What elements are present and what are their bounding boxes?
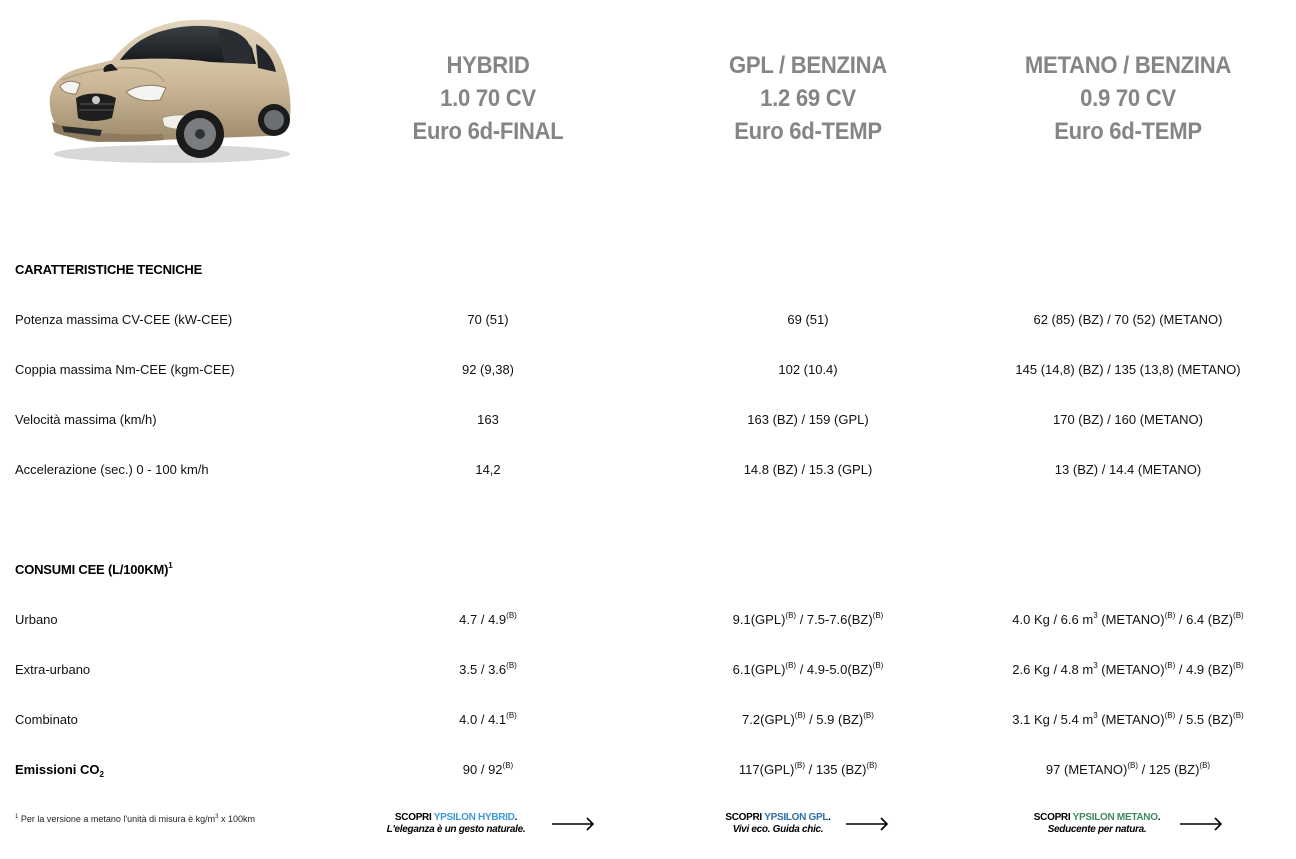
arrow-right-icon [846, 816, 890, 832]
spec-row-urbano [0, 612, 1296, 632]
spec-value-metano: 4.0 Kg / 6.6 $m^3$ (METANO)$^{(B)}$ / 6.4 (BZ)$^{(B)}$ [1012, 611, 1244, 627]
spec-value-hybrid: 70 (51) [467, 312, 509, 327]
cta-tagline: L'eleganza è un gesto naturale. [386, 824, 526, 835]
spec-value-gpl: 117(GPL)$^{(B)}$ / 135 (BZ)$^{(B)}$ [738, 761, 878, 777]
spec-value-gpl: 7.2(GPL)$^{(B)}$ / 5.9 (BZ)$^{(B)}$ [742, 711, 874, 727]
spec-row-coppia [0, 362, 1296, 382]
arrow-right-icon [1180, 816, 1224, 832]
spec-value-metano: 62 (85) (BZ) / 70 (52) (METANO) [1033, 312, 1223, 327]
cta-tagline: Seducente per natura. [1047, 824, 1147, 835]
spec-label: Extra-urbano [15, 662, 91, 677]
model-engine: 0.9 70 CV [1080, 85, 1176, 112]
spec-value-metano: 170 (BZ) / 160 (METANO) [1052, 412, 1203, 427]
model-header-gpl [661, 49, 955, 148]
car-image [42, 14, 294, 166]
footnote-marker: 1 [168, 561, 173, 570]
spec-label: Accelerazione (sec.) 0 - 100 km/h [15, 462, 209, 477]
model-engine: 1.0 70 CV [440, 85, 536, 112]
cta-brand: YPSILON GPL [764, 812, 829, 823]
spec-value-metano: 13 (BZ) / 14.4 (METANO) [1054, 462, 1202, 477]
arrow-right-icon [552, 816, 596, 832]
spec-row-combinato [0, 712, 1296, 732]
model-header-metano [981, 49, 1275, 148]
spec-row-velocita [0, 412, 1296, 432]
cta-text: SCOPRI YPSILON METANO. Seducente per natura. [1030, 812, 1164, 836]
cta-brand: YPSILON METANO [1072, 812, 1158, 823]
spec-value-hybrid: $4.7 / 4.9^{(B)}$ [459, 611, 517, 627]
spec-value-metano: 2.6 Kg / 4.8 $m^3$ (METANO)$^{(B)}$ / 4.9 (BZ)$^{(B)}$ [1012, 661, 1244, 677]
spec-value-hybrid: $4.0 / 4.1^{(B)}$ [459, 711, 517, 727]
spec-value-hybrid: 14,2 [475, 462, 501, 477]
model-euro: Euro 6d-TEMP [734, 118, 882, 145]
discover-ypsilon-gpl-link[interactable] [722, 812, 898, 840]
spec-value-hybrid: 92 (9,38) [461, 362, 515, 377]
spec-label: Emissioni $CO_2$ [15, 762, 104, 779]
section-title-text: CONSUMI CEE (L/100KM) [15, 562, 169, 577]
spec-value-gpl: 9.1(GPL)$^{(B)}$ / 7.5-7.6(BZ)$^{(B)}$ [732, 611, 884, 627]
model-fuel: METANO / BENZINA [1024, 52, 1232, 79]
spec-label: Velocità massima (km/h) [15, 412, 157, 427]
model-euro: Euro 6d-TEMP [1054, 118, 1202, 145]
spec-row-emissioni [0, 762, 1296, 782]
cta-brand: YPSILON HYBRID [433, 812, 515, 823]
model-fuel: HYBRID [446, 52, 530, 79]
model-header-hybrid [341, 49, 635, 148]
model-euro: Euro 6d-FINAL [412, 118, 564, 145]
spec-value-gpl: 6.1(GPL)$^{(B)}$ / 4.9-5.0(BZ)$^{(B)}$ [732, 661, 884, 677]
spec-label: Urbano [15, 612, 58, 627]
model-fuel: GPL / BENZINA [729, 52, 887, 79]
spec-label: Coppia massima Nm-CEE (kgm-CEE) [15, 362, 235, 377]
model-engine: 1.2 69 CV [760, 85, 856, 112]
spec-label: Potenza massima CV-CEE (kW-CEE) [15, 312, 233, 327]
spec-value-metano: 3.1 Kg / 5.4 $m^3$ (METANO)$^{(B)}$ / 5.5 (BZ)$^{(B)}$ [1012, 711, 1244, 727]
cta-text: SCOPRI YPSILON GPL. Vivi eco. Guida chic. [722, 812, 834, 836]
spec-value-hybrid: $90 / 92^{(B)}$ [462, 761, 514, 777]
discover-ypsilon-metano-link[interactable] [1030, 812, 1226, 840]
spec-value-hybrid: $3.5 / 3.6^{(B)}$ [459, 661, 517, 677]
section-title-tech: CARATTERISTICHE TECNICHE [15, 262, 203, 277]
spec-value-gpl: 163 (BZ) / 159 (GPL) [747, 412, 869, 427]
spec-value-metano: 97 (METANO)$^{(B)}$ / 125 (BZ)$^{(B)}$ [1045, 761, 1211, 777]
spec-value-gpl: 102 (10.4) [778, 362, 838, 377]
spec-value-hybrid: 163 [477, 412, 499, 427]
cta-text: SCOPRI YPSILON HYBRID. L'eleganza è un gesto naturale. [376, 812, 536, 836]
footnote: $^1$ Per la versione a metano l'unità di misura è $kg/m^3$ x 100km [15, 814, 256, 824]
spec-row-extra-urbano [0, 662, 1296, 682]
section-title-consumi [15, 562, 173, 577]
spec-row-accelerazione [0, 462, 1296, 482]
spec-value-gpl: 14.8 (BZ) / 15.3 (GPL) [743, 462, 873, 477]
cta-tagline: Vivi eco. Guida chic. [732, 824, 824, 835]
discover-ypsilon-hybrid-link[interactable] [376, 812, 602, 840]
spec-value-metano: 145 (14,8) (BZ) / 135 (13,8) (METANO) [1015, 362, 1241, 377]
spec-label: Combinato [15, 712, 78, 727]
spec-value-gpl: 69 (51) [787, 312, 829, 327]
spec-row-potenza [0, 312, 1296, 332]
